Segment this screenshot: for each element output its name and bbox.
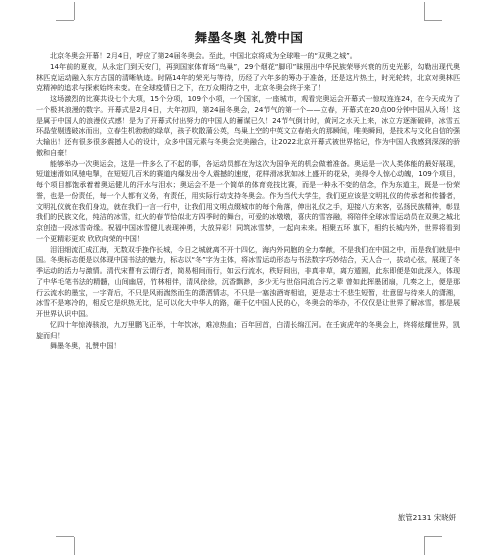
crop-mark-top-right-v (424, 2, 425, 20)
paragraph: 忆四十年惊涛骇浪，九万里鹏飞正举，十年饮冰，难凉热血；百年回首，白清长绵江河。在壬寅虎年的冬奥会上，终将炫耀世界，凯旋而归！ (36, 319, 460, 340)
paragraph: 14年前的夏夜，从永定门到天安门，再到国家体育场“鸟巢”，29个烟花“脚印”昧照出中华民族荣辱兴衰的历史光影，勾勒出现代奥林匹克运动融入东方古国的清晰轨迹。时隔14年的荣光与等待，历经了六年多的筹办于准备，还是这片热土，时光轮转，北京对奥林匹克精神的追求与探索始终未变。在全球疫情日之下，在万众期待之中，北京冬奥会终于来了！ (36, 61, 460, 93)
document-title: 舞墨冬奥 礼赞中国 (194, 30, 304, 45)
crop-mark-bottom-left-v (74, 537, 75, 555)
paragraph: 能够举办一次奥运会，这是一件多么了不起的事，各运动员都在为这次为国争光的机会做着准备。奥运是一次人类体能的最好展现，短道速滑如风驰电掣，在短短几百米的赛道内爆发出令人震撼的速度，花样滑冰犹如冰上盛开的花朵，美得令人惊心动魄，109个项目，每个项目都饱承着着奥运健儿的汗水与泪水；奥运会不是一个简单的体育竞技比赛，而是一种永不变的信念，作为东道主，既是一份荣誉，也是一份责任，每一个人都有义务，有责任，用实际行动支持冬奥会。作为当代大学生，我们更应该是文明礼仪的传承者和传播者，文明礼仪就在我们身边，就在我们一言一行中，让我们用文明点缀城市的每个角落，伸出礼仪之手，迎接八方来客，弘扬民族精神，彰显我们的民族文化，纯洁的冰雪，红火的春节恰似北方四季时的舞台，可爱的冰墩墩，喜庆的雪容融，将陪伴全球冰雪运动员在双奥之城北京创造一段冰雪奇缘。祝福中国冰雪健儿表现神勇，大放异彩！同筑冰雪梦，一起向未来。相聚五环 旗下，相约长城内外，世界将看到一个更精彩更欢 欣欣向荣的中国！ (36, 158, 460, 243)
crop-mark-top-left-v (74, 2, 75, 20)
paragraph: 泪泪细流汇成江海，无数双手挽作长城，今日之城就离不开十四亿，海内外同胞的全力奉献，不是我们在中国之中，而是我们就是中国。冬奥标志便是以体现中国书法的魅力，标志以“冬”字为主体，将冰雪运动形态与书法数字巧妙结合，天人合一，拔动心弦，展现了冬季运动的活力与激情。清代宋曹有云谓行者，简易相间而行，如云行流水，秩好间出，非真非草，离方遁圆，此东即便是如此深入，体现了中华毛笔书法的精髓，山间幽居，竹林相伴，清风徐徐，沉香飘渺，多少无与世俗同流合污之辈 曾如此挥墨团扇，几奏之上，便是那行云流水的墨宝，一字背后，不只是风雨湍然而生的潇洒情志，不只是一塞浊酒寄相谊，更是志士不悲生短暂，壮意留与待来人的潇湘，冰雪不是寒冷的，相反它是织热无比，足可以化大中华人的路，砸千亿中国人民的心，冬奥会的举办，不仅仅是让世界了解冰雪，都是展开世界认识中国。 (36, 244, 460, 318)
document-body (36, 51, 460, 352)
crop-mark-top-right-h (424, 20, 442, 21)
paragraph: 这场激烈的比赛共设七个大项，15个分项，109个小项，一个国家，一座城市，观看完奥运会开幕式一惊叹连连24，在今天成为了一个极其浪漫的数字。开幕式是2月4日，大年初四，第24届冬奥会，24节气的第一个——立春，开幕式在20点00分钟中国从入场！这是属于中国人的浪漫仪式感！是为了开幕式付出努力的中国人的蓄谋已久！24节气倒计时，黄河之水天上来，冰立方逐渐破碎，冰雪五环晶莹剔透破冰而出，立春生机勃勃的绿草，孩子吹散蒲公英，鸟巢上空的中英文立春焰火的那瞬间，唯美瞬间，是技术与文化自信的强大输出！还有很多很多震撼人心的设计，众多中国元素与冬奥会完美融合，让2022北京开幕式被世界铭记，作为中国人我感到深深的骄傲和自豪！ (36, 94, 460, 157)
paragraph: 北京冬奥会开幕！2月4日，呼应了第24届冬奥会。至此，中国北京将成为全球唯一的“双奥之城”。 (50, 51, 357, 60)
crop-mark-bottom-right-v (424, 537, 425, 555)
crop-mark-top-left-h (56, 20, 74, 21)
author-signature: 旅管2131 宋晓妍 (397, 513, 456, 522)
crop-mark-bottom-right-h (424, 536, 442, 537)
crop-mark-bottom-left-h (56, 536, 74, 537)
paragraph: 舞墨冬奥，礼赞中国！ (50, 341, 121, 351)
